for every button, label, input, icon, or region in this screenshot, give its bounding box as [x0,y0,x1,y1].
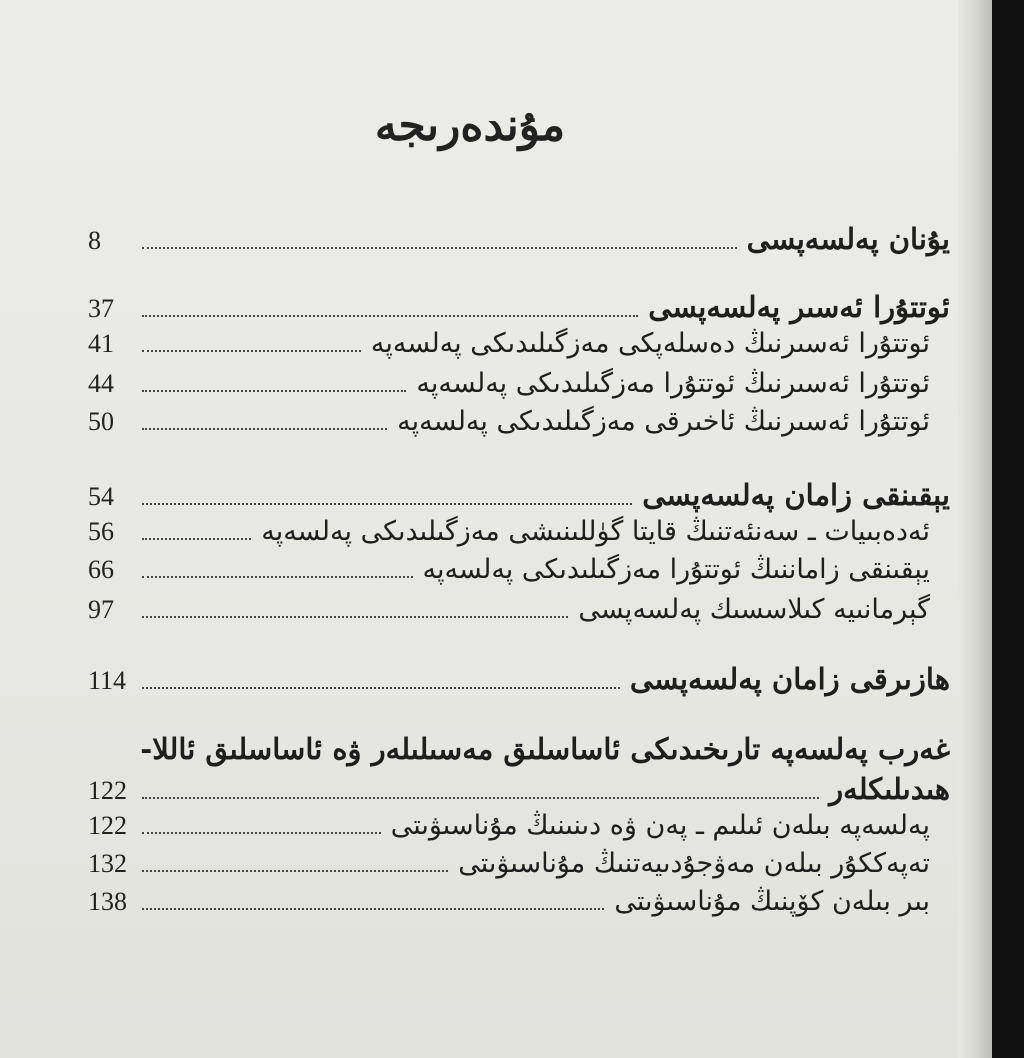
dot-leader [142,616,568,618]
dot-leader [142,870,448,872]
dot-leader [142,503,632,505]
toc-entry [88,516,930,550]
toc-page-number: 37 [88,294,114,323]
toc-entry-label: بىر بىلەن كۆپنىڭ مۇناسىۋىتى [614,886,930,917]
dot-leader [142,538,251,540]
toc-entry [88,594,930,628]
dot-leader [142,576,413,578]
page-title: مۇندەرىجە [374,100,566,151]
toc-entry-label: ئوتتۇرا ئەسىرنىڭ دەسلەپكى مەزگىلىدىكى پەلسەپە [370,328,930,359]
dot-leader [142,832,381,834]
toc-page-number: 56 [88,517,114,546]
toc-page-number: 41 [88,329,114,358]
toc-entry [88,772,950,806]
toc-entry [88,406,930,440]
toc-entry [88,554,930,588]
dot-leader [142,687,620,689]
book-spine-edge [958,0,992,1058]
toc-page-number: 97 [88,595,114,624]
toc-entry [88,662,950,696]
dot-leader [142,908,604,910]
dot-leader [142,797,819,799]
section-heading-line: غەرب پەلسەپە تارىخىدىكى ئاساسلىق مەسىلىلەر ۋە ئاساسلىق ئاللا- [140,732,950,766]
toc-entry [88,290,950,324]
toc-page-number: 122 [88,811,127,840]
dot-leader [142,247,737,249]
toc-entry-label: ئوتتۇرا ئەسىر پەلسەپسى [648,290,950,324]
toc-page-number: 66 [88,555,114,584]
toc-page-number: 44 [88,369,114,398]
dot-leader [142,315,638,317]
toc-entry-label: ئوتتۇرا ئەسىرنىڭ ئاخىرقى مەزگىلىدىكى پەلسەپە [397,406,930,437]
toc-entry-label: ئەدەبىيات ـ سەنئەتنىڭ قايتا گۈللىنىشى مەزگىلىدىكى پەلسەپە [261,516,930,547]
toc-entry-label: ھىدىلىكلەر [829,772,950,806]
toc-entry [88,222,950,256]
dot-leader [142,390,406,392]
toc-page-number: 122 [88,776,127,805]
toc-page-number: 8 [88,226,101,255]
toc-entry-label: يۇنان پەلسەپسى [746,222,950,256]
dot-leader [142,350,361,352]
toc-entry [88,886,930,920]
toc-entry-label: تەپەككۇر بىلەن مەۋجۇدىيەتنىڭ مۇناسىۋىتى [458,848,930,879]
toc-entry [88,810,930,844]
toc-page-number: 132 [88,849,127,878]
toc-entry-label: يېقىنقى زامان پەلسەپسى [642,478,950,512]
toc-entry [88,848,930,882]
toc-entry [88,328,930,362]
toc-page-number: 114 [88,666,127,695]
toc-page-number: 138 [88,887,127,916]
dark-background-edge [992,0,1024,1058]
toc-entry-label: گېرمانىيە كىلاسسىك پەلسەپسى [578,594,930,625]
toc-entry-label: ئوتتۇرا ئەسىرنىڭ ئوتتۇرا مەزگىلىدىكى پەلسەپە [416,368,930,399]
toc-entry-label: پەلسەپە بىلەن ئىلىم ـ پەن ۋە دىنىنىڭ مۇناسىۋىتى [390,810,930,841]
toc-page-number: 54 [88,482,114,511]
toc-page-number: 50 [88,407,114,436]
toc-entry [88,478,950,512]
toc-entry-label: يېقىنقى زاماننىڭ ئوتتۇرا مەزگىلىدىكى پەلسەپە [422,554,930,585]
toc-entry-label: ھازىرقى زامان پەلسەپسى [629,662,950,696]
toc-entry [88,368,930,402]
dot-leader [142,428,387,430]
